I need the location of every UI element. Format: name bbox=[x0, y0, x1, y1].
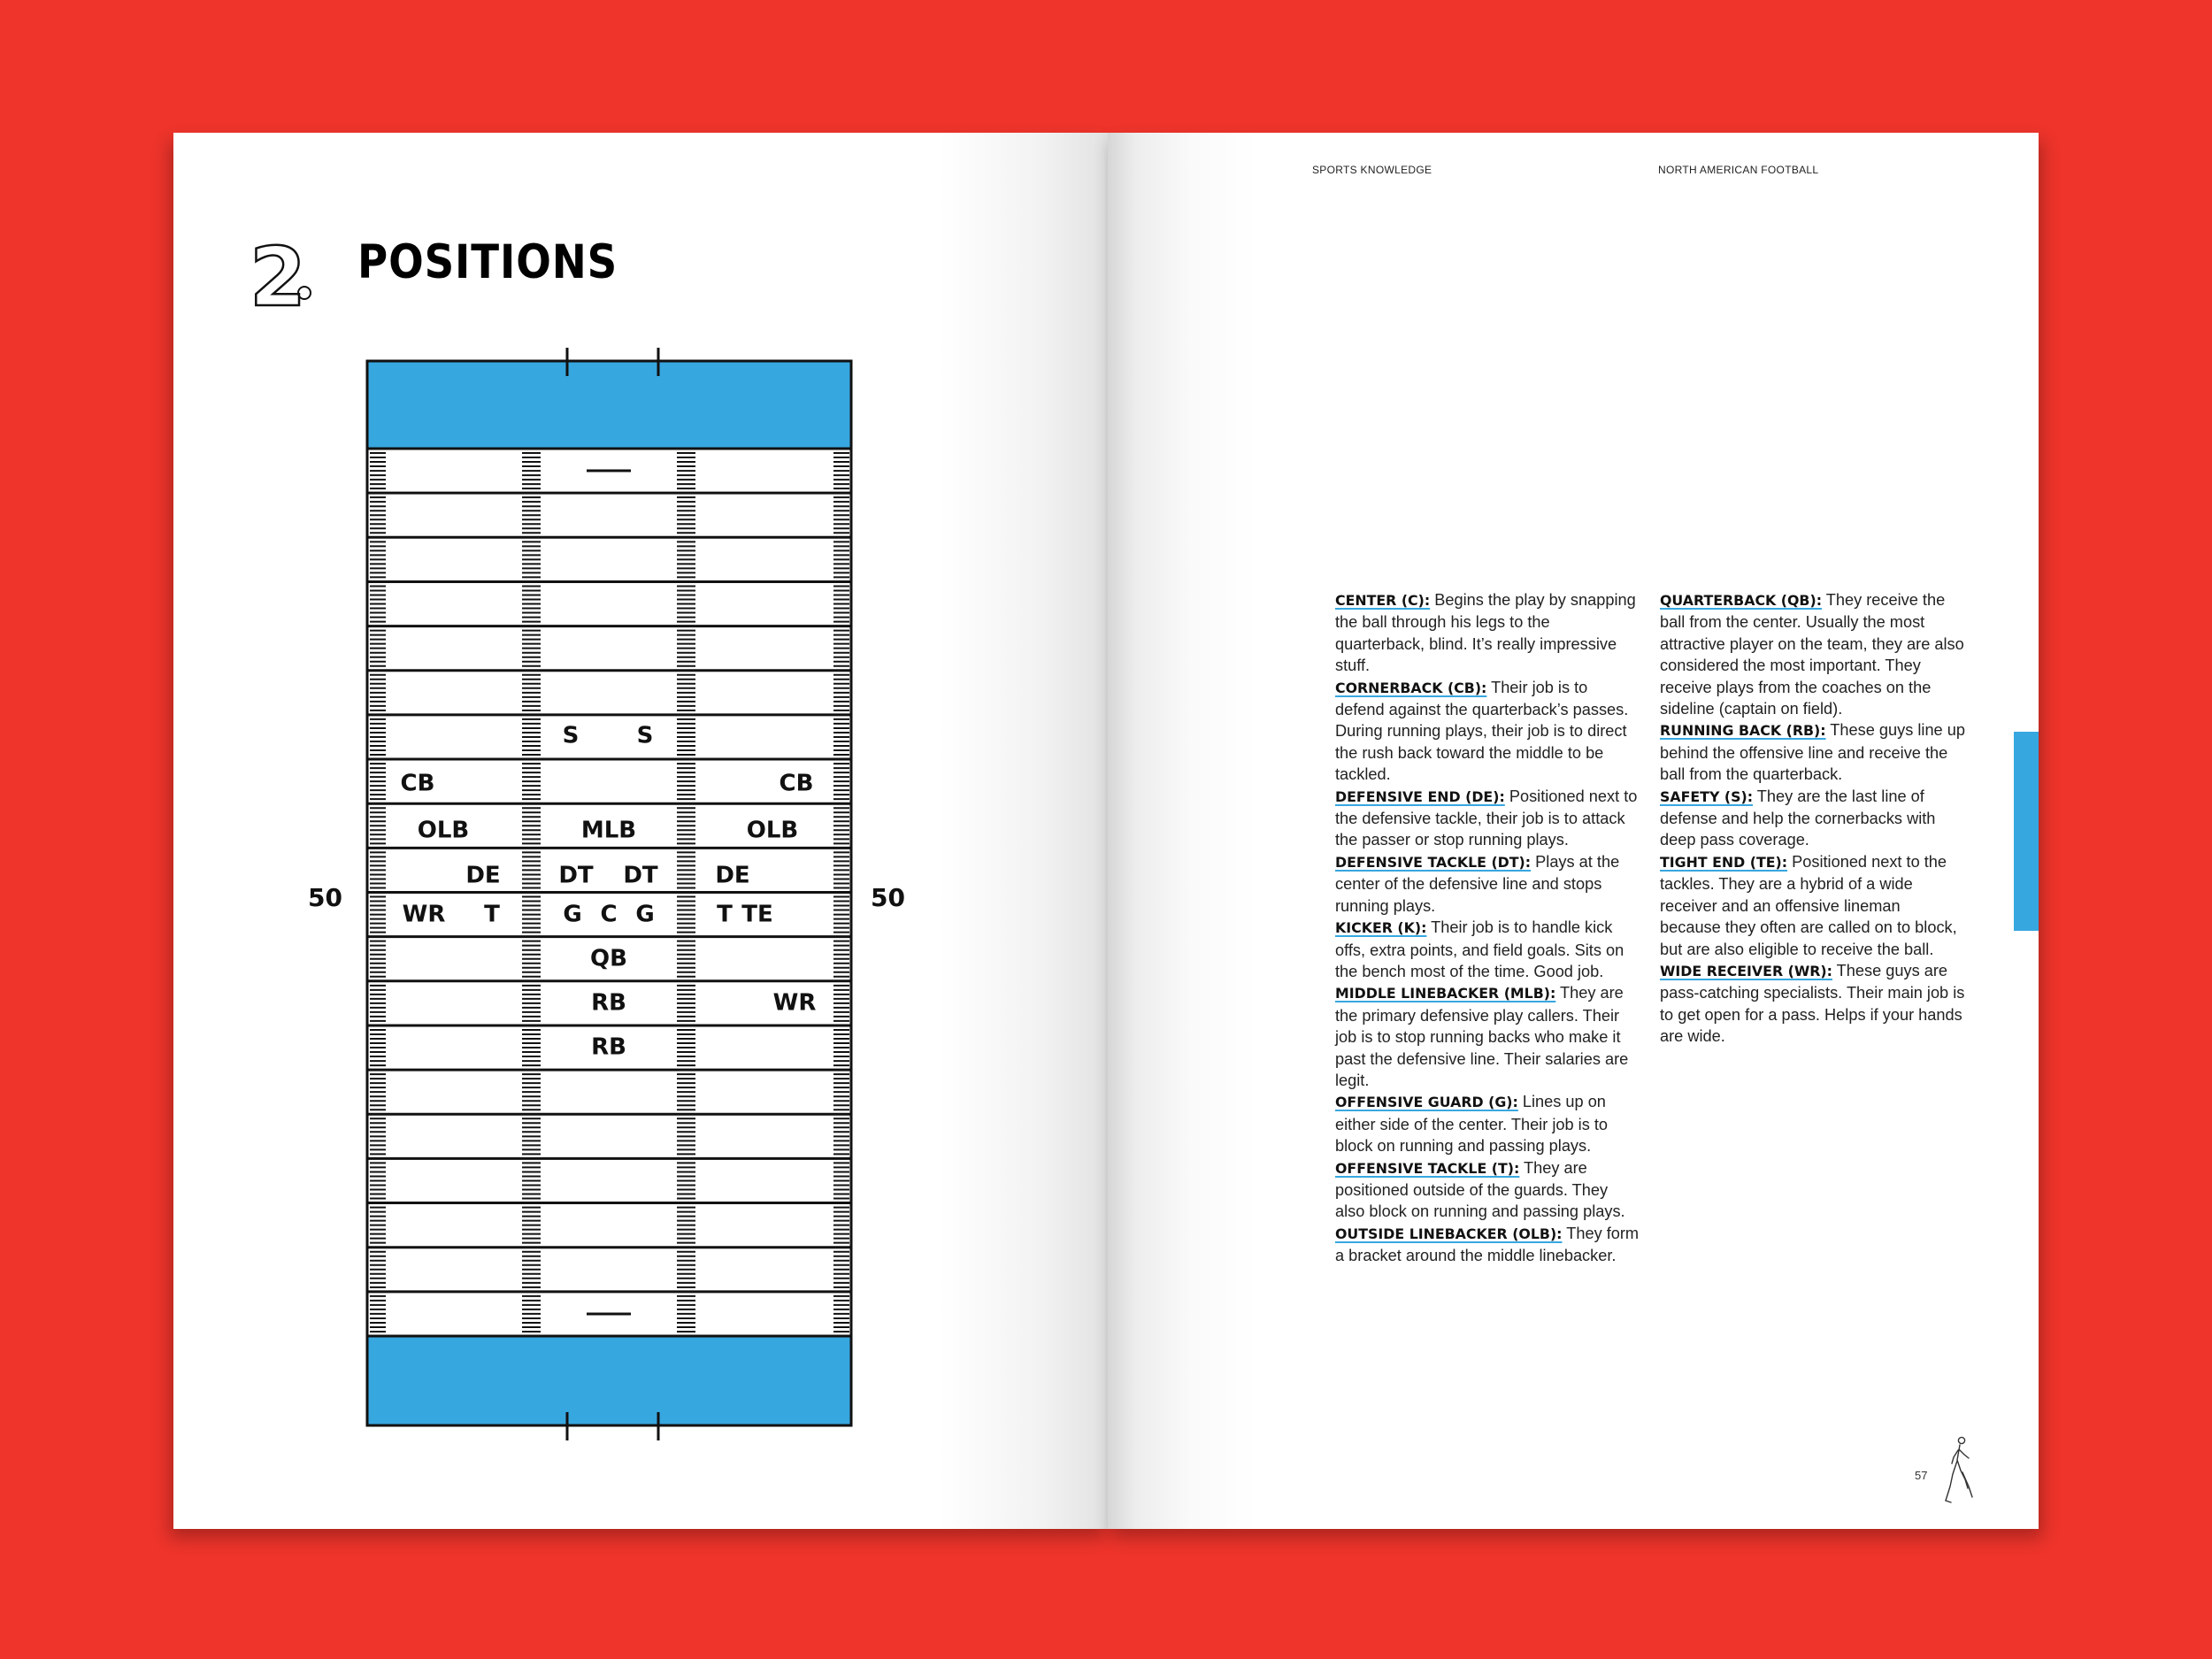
definition-text: They are the last line of defense and help the cornerbacks with deep pass coverage. bbox=[1660, 787, 1936, 849]
definition-term: SAFETY (S): bbox=[1660, 787, 1754, 805]
definition-text: They are the primary defensive play callers. Their job is to stop running backs who make it past the defensive line. Their salaries are legit. bbox=[1335, 984, 1629, 1089]
position-label-cornerback-left: CB bbox=[400, 770, 435, 797]
position-label-defensive-end-right: DE bbox=[715, 862, 750, 889]
position-label-safety-right: S bbox=[636, 722, 654, 749]
definition-entry bbox=[1335, 677, 1640, 786]
position-label-middle-linebacker: MLB bbox=[580, 817, 637, 844]
position-label-safety-left: S bbox=[562, 722, 580, 749]
definition-text: Their job is to defend against the quarterback’s passes. During running plays, their job is to direct the rush back toward the middle to be tackled. bbox=[1335, 678, 1629, 784]
page-number: 57 bbox=[1915, 1469, 1928, 1482]
endzone-top bbox=[367, 361, 851, 449]
definition-entry bbox=[1335, 589, 1640, 677]
chapter-number: 2 bbox=[250, 230, 305, 325]
definition-term: KICKER (K): bbox=[1335, 919, 1427, 937]
definition-text: Their job is to handle kick offs, extra points, and field goals. Sits on the bench most of the time. Good job. bbox=[1335, 918, 1624, 980]
position-label-running-back-1: RB bbox=[591, 989, 626, 1017]
runner-icon bbox=[1943, 1435, 1975, 1504]
definition-entry bbox=[1335, 786, 1640, 851]
definition-entry bbox=[1660, 851, 1965, 960]
definition-term: MIDDLE LINEBACKER (MLB): bbox=[1335, 985, 1556, 1002]
definition-term: QUARTERBACK (QB): bbox=[1660, 592, 1823, 609]
running-header-right: NORTH AMERICAN FOOTBALL bbox=[1658, 164, 1819, 176]
definition-entry bbox=[1660, 589, 1965, 719]
definition-entry bbox=[1335, 1223, 1640, 1267]
yard-line-left-label: 50 bbox=[308, 883, 342, 912]
definition-term: WIDE RECEIVER (WR): bbox=[1660, 962, 1832, 979]
definition-text: Begins the play by snapping the ball through his legs to the quarterback, blind. It’s really impressive stuff. bbox=[1335, 591, 1636, 675]
definition-term: DEFENSIVE TACKLE (DT): bbox=[1335, 853, 1532, 871]
definition-term: CORNERBACK (CB): bbox=[1335, 679, 1487, 696]
definition-entry bbox=[1660, 960, 1965, 1048]
yard-line-right-label: 50 bbox=[871, 883, 905, 912]
position-label-wide-receiver-right: WR bbox=[772, 989, 817, 1017]
definition-text: Lines up on either side of the center. Their job is to block on running and passing plays. bbox=[1335, 1093, 1609, 1156]
position-label-outside-linebacker-left: OLB bbox=[417, 817, 470, 844]
definition-entry bbox=[1335, 1091, 1640, 1156]
definition-entry bbox=[1335, 851, 1640, 917]
position-label-wide-receiver-left: WR bbox=[402, 901, 446, 928]
position-label-defensive-end-left: DE bbox=[465, 862, 501, 889]
position-label-defensive-tackle-left: DT bbox=[558, 862, 594, 889]
position-label-center: C bbox=[600, 901, 618, 928]
chapter-tab-marker bbox=[2014, 732, 2039, 931]
position-label-tight-end: TE bbox=[741, 901, 773, 928]
definition-entry bbox=[1335, 1157, 1640, 1223]
definition-entry bbox=[1660, 786, 1965, 851]
definition-term: OFFENSIVE GUARD (G): bbox=[1335, 1094, 1518, 1111]
definition-text: Positioned next to the tackles. They are a hybrid of a wide receiver and an offensive lineman because they often are called on to block, but are also eligible to receive the ball. bbox=[1660, 852, 1957, 958]
definition-text: They receive the ball from the center. Usually the most attractive player on the team, they are also considered the most important. They receive plays from the coaches on the sideline (captain on field). bbox=[1660, 591, 1964, 718]
definition-text: These guys line up behind the offensive line and receive the ball from the quarterback. bbox=[1660, 721, 1965, 784]
definition-entry bbox=[1335, 982, 1640, 1091]
definition-entry bbox=[1335, 917, 1640, 982]
position-label-running-back-2: RB bbox=[591, 1033, 626, 1061]
position-label-tackle-right: T bbox=[717, 901, 733, 928]
definition-text: Plays at the center of the defensive line and stops running plays. bbox=[1335, 852, 1620, 915]
chapter-title: POSITIONS bbox=[357, 235, 618, 289]
definitions-column-2 bbox=[1660, 589, 1965, 1048]
position-label-guard-left: G bbox=[563, 901, 582, 928]
definition-term: OFFENSIVE TACKLE (T): bbox=[1335, 1159, 1520, 1177]
position-label-outside-linebacker-right: OLB bbox=[746, 817, 799, 844]
definitions-column-1 bbox=[1335, 589, 1640, 1267]
position-label-quarterback: QB bbox=[590, 945, 627, 972]
definition-text: They form a bracket around the middle linebacker. bbox=[1335, 1224, 1640, 1265]
position-label-defensive-tackle-right: DT bbox=[623, 862, 658, 889]
position-label-cornerback-right: CB bbox=[779, 770, 814, 797]
running-header-left: SPORTS KNOWLEDGE bbox=[1312, 164, 1432, 176]
definition-term: OUTSIDE LINEBACKER (OLB): bbox=[1335, 1225, 1563, 1242]
endzone-bottom bbox=[367, 1336, 851, 1425]
definition-term: RUNNING BACK (RB): bbox=[1660, 722, 1826, 740]
definition-term: TIGHT END (TE): bbox=[1660, 853, 1788, 871]
definition-text: They are positioned outside of the guards. They also block on running and passing plays. bbox=[1335, 1158, 1625, 1221]
definition-term: CENTER (C): bbox=[1335, 592, 1431, 609]
definition-text: These guys are pass-catching specialists. Their main job is to get open for a pass. Helps if your hands are wide. bbox=[1660, 961, 1965, 1046]
definition-entry bbox=[1660, 719, 1965, 785]
definition-text: Positioned next to the defensive tackle, their job is to attack the passer or stop running plays. bbox=[1335, 787, 1638, 849]
position-label-tackle-left: T bbox=[484, 901, 500, 928]
definition-term: DEFENSIVE END (DE): bbox=[1335, 787, 1505, 805]
position-label-guard-right: G bbox=[635, 901, 655, 928]
